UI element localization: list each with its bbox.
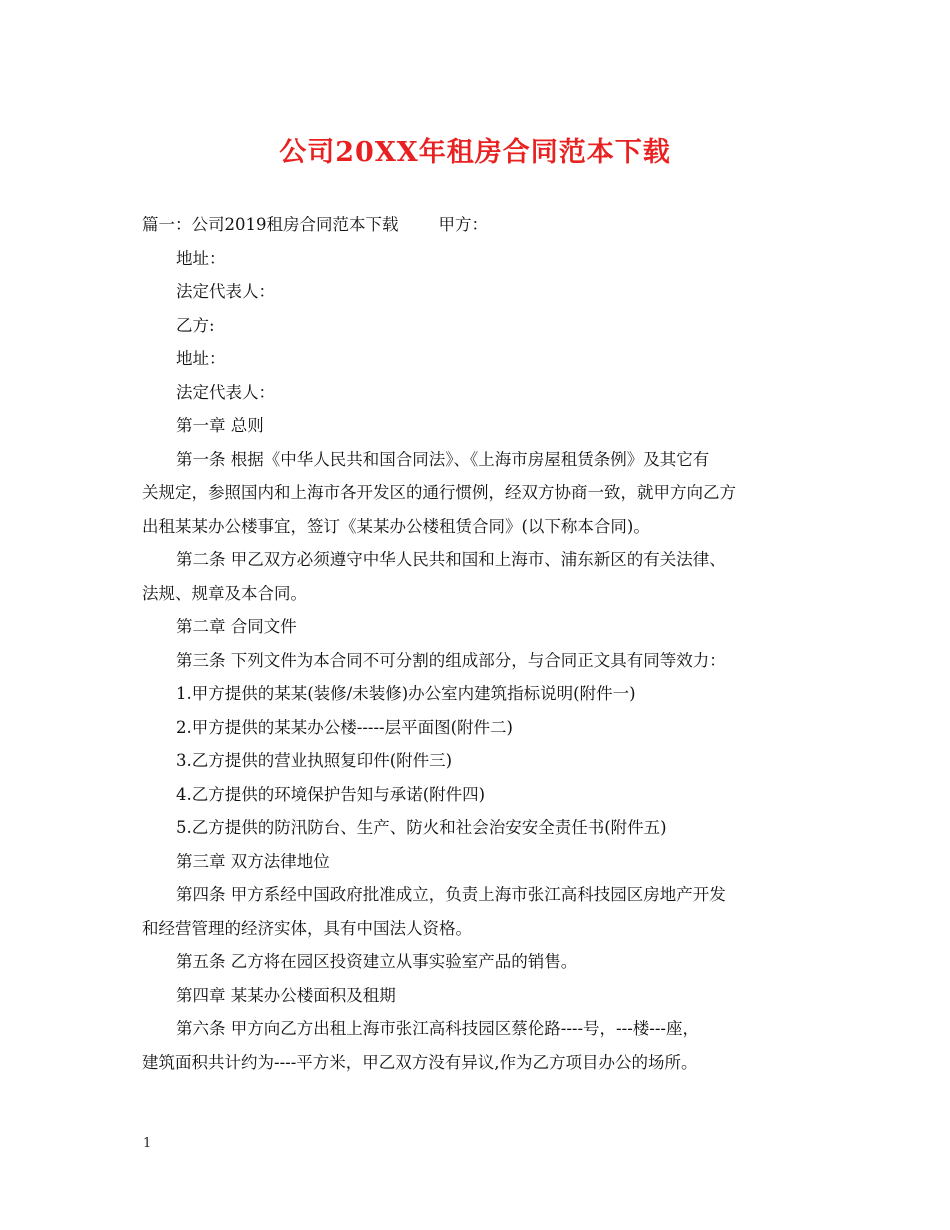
legal-rep-line: 法定代表人： xyxy=(176,382,275,402)
article-line: 第三条 下列文件为本合同不可分割的组成部分，与合同正文具有同等效力： xyxy=(176,650,726,670)
page-number: 1 xyxy=(143,1136,152,1151)
article-line: 第二条 甲乙双方必须遵守中华人民共和国和上海市、浦东新区的有关法律、 xyxy=(176,550,726,569)
address-line: 地址： xyxy=(176,349,226,368)
list-item: 2.甲方提供的某某办公楼-----层平面图(附件二) xyxy=(176,717,513,737)
heading-line xyxy=(142,208,812,242)
chapter-heading: 第二章 合同文件 xyxy=(176,617,297,636)
chapter-heading: 第三章 双方法律地位 xyxy=(176,851,330,871)
chapter-heading: 第一章 总则 xyxy=(176,416,264,435)
article-line: 关规定，参照国内和上海市各开发区的通行惯例，经双方协商一致，就甲方向乙方 xyxy=(142,483,736,502)
article-line: 和经营管理的经济实体，具有中国法人资格。 xyxy=(142,918,472,938)
list-item: 4.乙方提供的环境保护告知与承诺(附件四) xyxy=(176,784,486,804)
party-b-line: 乙方: xyxy=(176,315,215,335)
article-line: 第六条 甲方向乙方出租上海市张江高科技园区蔡伦路----号，---楼---座， xyxy=(176,1019,699,1038)
list-item: 3.乙方提供的营业执照复印件(附件三) xyxy=(176,751,453,770)
party-a-label: 甲方： xyxy=(438,215,488,234)
article-line: 第一条 根据《中华人民共和国合同法》、《上海市房屋租赁条例》及其它有 xyxy=(176,449,710,469)
article-line: 第四条 甲方系经中国政府批准成立，负责上海市张江高科技园区房地产开发 xyxy=(176,885,726,904)
article-line: 建筑面积共计约为----平方米，甲乙双方没有异议,作为乙方项目办公的场所。 xyxy=(142,1052,698,1072)
address-line: 地址： xyxy=(176,248,226,268)
article-line: 法规、规章及本合同。 xyxy=(142,583,307,603)
article-line: 出租某某办公楼事宜，签订《某某办公楼租赁合同》(以下称本合同)。 xyxy=(142,516,650,536)
legal-rep-line: 法定代表人： xyxy=(176,282,275,301)
document-body xyxy=(142,208,812,1079)
article-line: 第五条 乙方将在园区投资建立从事实验室产品的销售。 xyxy=(176,952,578,971)
document-title: 公司20XX年租房合同范本下载 xyxy=(279,137,671,168)
chapter-heading: 第四章 某某办公楼面积及租期 xyxy=(176,985,396,1005)
list-item: 5.乙方提供的防汛防台、生产、防火和社会治安安全责任书(附件五) xyxy=(176,818,667,837)
list-item: 1.甲方提供的某某(装修/未装修)办公室内建筑指标说明(附件一) xyxy=(176,684,636,703)
part-heading: 篇一：公司2019租房合同范本下载 xyxy=(142,215,399,234)
